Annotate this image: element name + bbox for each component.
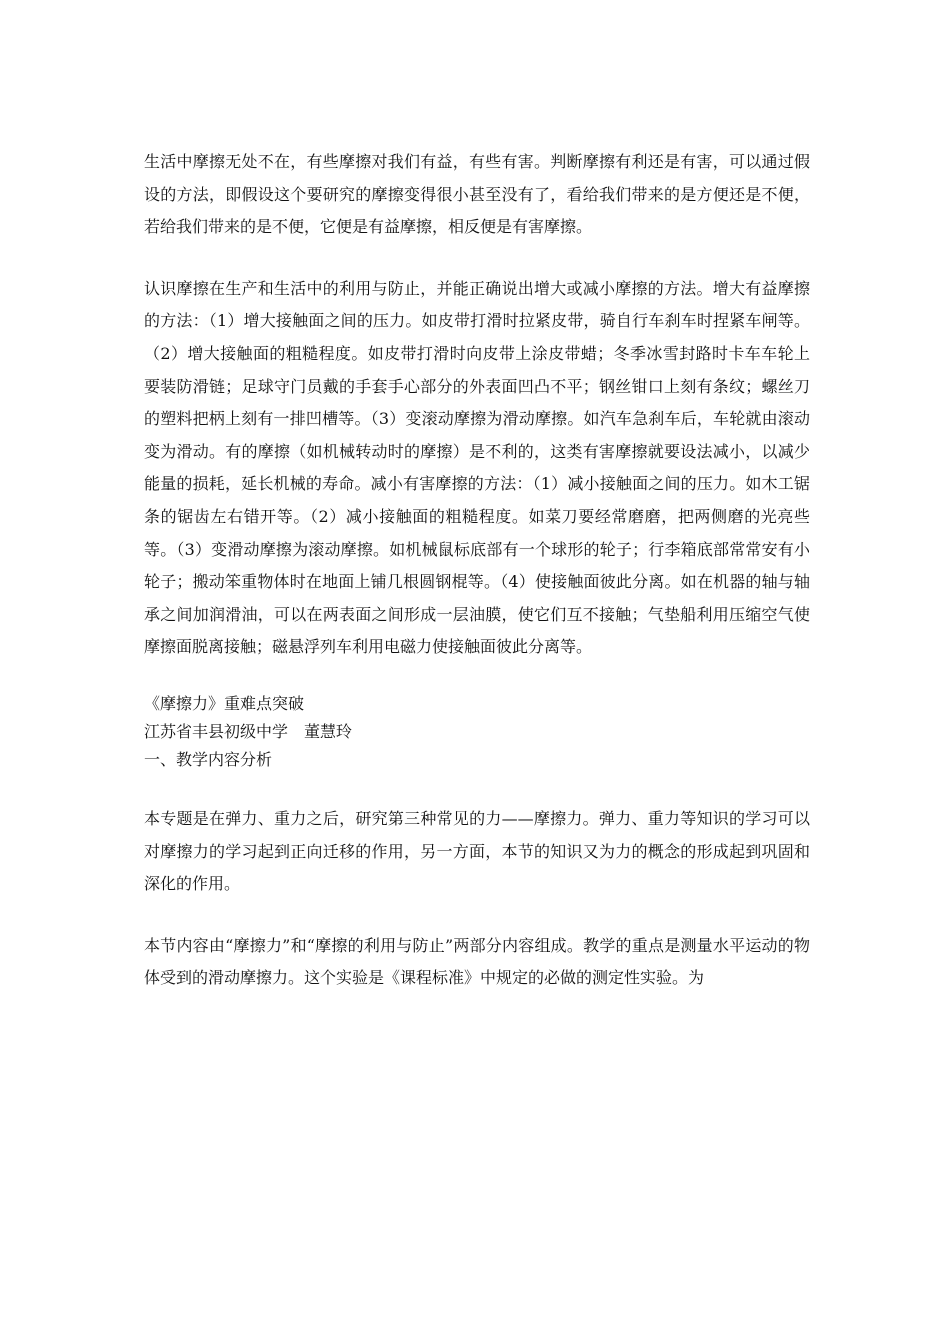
section-heading: 一、教学内容分析: [144, 749, 273, 769]
paragraph-content-composition: 本节内容由“摩擦力”和“摩擦的利用与防止”两部分内容组成。教学的重点是测量水平运动的物体受到的滑动摩擦力。这个实验是《课程标准》中规定的必做的测定性实验。为: [144, 935, 810, 988]
author-line: 江苏省丰县初级中学 董慧玲: [144, 721, 353, 741]
article-title: 《摩擦力》重难点突破: [144, 693, 305, 713]
paragraph-increase-decrease-friction: 认识摩擦在生产和生活中的利用与防止，并能正确说出增大或减小摩擦的方法。增大有益摩擦的方法：（1）增大接触面之间的压力。如皮带打滑时拉紧皮带，骑自行车刹车时捏紧车闸等。（2）增大接触面的粗糙程度。如皮带打滑时向皮带上涂皮带蜡；冬季冰雪封路时卡车车轮上要装防滑链；足球守门员戴的手套手心部分的外表面凹凸不平；钢丝钳口上刻有条纹；螺丝刀的塑料把柄上刻有一排凹槽等。（3）变滚动摩擦为滑动摩擦。如汽车急刹车后，车轮就由滚动变为滑动。有的摩擦（如机械转动时的摩擦）是不利的，这类有害摩擦就要设法减小，以减少能量的损耗，延长机械的寿命。减小有害摩擦的方法：（1）减小接触面之间的压力。如木工锯条的锯齿左右错开等。（2）减小接触面的粗糙程度。如菜刀要经常磨磨，把两侧磨的光亮些等。（3）变滑动摩擦为滚动摩擦。如机械鼠标底部有一个球形的轮子；行李箱底部常常安有小轮子；搬动笨重物体时在地面上铺几根圆钢棍等。（4）使接触面彼此分离。如在机器的轴与轴承之间加润滑油，可以在两表面之间形成一层油膜，使它们互不接触；气垫船利用压缩空气使摩擦面脱离接触；磁悬浮列车利用电磁力使接触面彼此分离等。: [144, 278, 810, 657]
paragraph-friction-everywhere: 生活中摩擦无处不在，有些摩擦对我们有益，有些有害。判断摩擦有利还是有害，可以通过假设的方法，即假设这个要研究的摩擦变得很小甚至没有了，看给我们带来的是方便还是不便，若给我们带来的是不便，它便是有益摩擦，相反便是有害摩擦。: [144, 152, 810, 237]
document-page: [144, 146, 810, 995]
paragraph-topic-intro: 本专题是在弹力、重力之后，研究第三种常见的力——摩擦力。弹力、重力等知识的学习可以对摩擦力的学习起到正向迁移的作用，另一方面，本节的知识又为力的概念的形成起到巩固和深化的作用。: [144, 808, 810, 894]
article-header: [144, 690, 810, 774]
